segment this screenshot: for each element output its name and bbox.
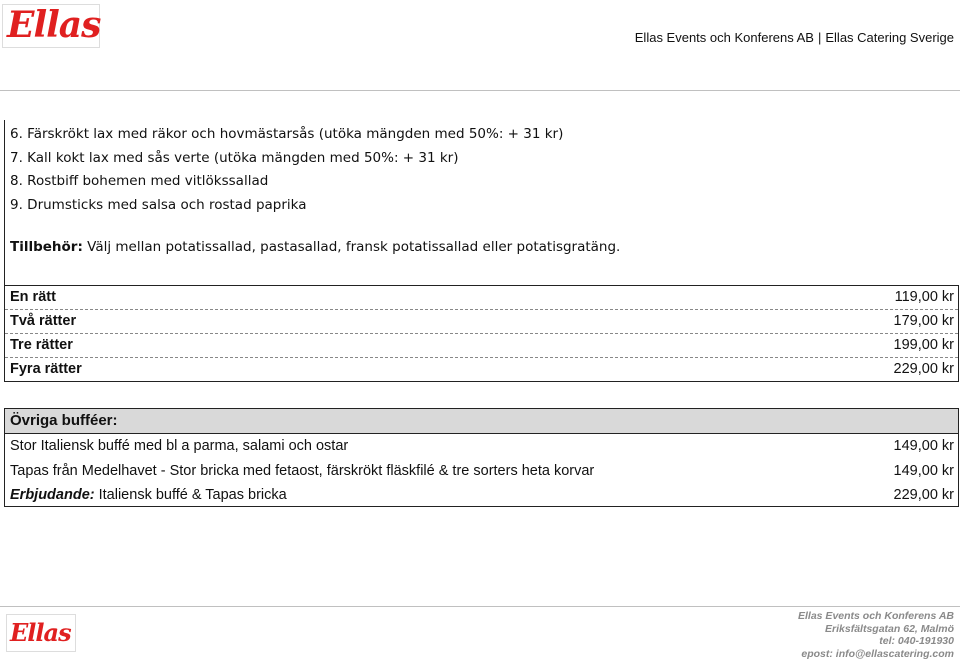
header-company-names <box>635 30 954 45</box>
row-name: Fyra rätter <box>10 361 82 377</box>
accessories-text: Välj mellan potatissallad, pastasallad, fransk potatissallad eller potatisgratäng. <box>82 239 621 255</box>
company-name-catering: Ellas Catering Sverige <box>825 30 954 45</box>
other-buffets-table <box>4 408 959 507</box>
ellas-footer-logo <box>6 614 76 652</box>
table-row <box>5 459 958 484</box>
offer-row <box>5 483 958 508</box>
row-name: Tre rätter <box>10 337 73 353</box>
footer-email: epost: info@ellascatering.com <box>801 647 954 660</box>
row-price: 149,00 kr <box>893 438 954 454</box>
row-name: Två rätter <box>10 313 77 329</box>
header-separator: | <box>817 30 822 45</box>
page-header <box>0 0 960 92</box>
row-price: 149,00 kr <box>893 462 954 479</box>
footer-address: Eriksfältsgatan 62, Malmö <box>825 622 954 635</box>
table-row <box>5 358 958 382</box>
offer-price: 229,00 kr <box>893 487 954 503</box>
menu-item: 8. Rostbiff bohemen med vitlökssallad <box>10 173 269 189</box>
price-table <box>4 285 959 382</box>
table-row <box>5 434 958 459</box>
footer-phone: tel: 040-191930 <box>879 635 954 647</box>
row-price: 229,00 kr <box>893 361 954 377</box>
footer-divider <box>0 606 960 607</box>
accessories-label: Tillbehör: <box>10 239 83 255</box>
offer-name <box>10 487 287 503</box>
row-price: 199,00 kr <box>893 337 954 353</box>
logo-text: Ellas <box>7 4 101 46</box>
row-name: Stor Italiensk buffé med bl a parma, salami och ostar <box>10 438 349 454</box>
accessories-note <box>10 239 620 255</box>
footer-logo-text: Ellas <box>10 618 71 647</box>
menu-item: 6. Färskrökt lax med räkor och hovmästarsås (utöka mängden med 50%: + 31 kr) <box>10 126 564 142</box>
offer-label: Erbjudande: <box>10 487 95 503</box>
row-name: Tapas från Medelhavet - Stor bricka med fetaost, färskrökt fläskfilé & tre sorters heta korvar <box>10 462 595 479</box>
company-name-events: Ellas Events och Konferens AB <box>634 30 814 45</box>
other-buffets-heading: Övriga bufféer: <box>10 412 118 429</box>
footer-company: Ellas Events och Konferens AB <box>798 610 954 622</box>
offer-text: Italiensk buffé & Tapas bricka <box>94 487 287 503</box>
ellas-logo <box>2 4 100 48</box>
table-row <box>5 310 958 334</box>
table-row <box>5 286 958 310</box>
menu-list <box>10 123 563 217</box>
menu-item: 7. Kall kokt lax med sås verte (utöka mängden med 50%: + 31 kr) <box>10 149 459 166</box>
row-price: 179,00 kr <box>893 313 954 329</box>
header-divider <box>0 90 960 91</box>
row-name: En rätt <box>10 289 56 305</box>
footer-contact <box>798 610 954 660</box>
menu-item: 9. Drumsticks med salsa och rostad paprika <box>10 196 307 213</box>
table-row <box>5 334 958 358</box>
menu-content <box>4 120 960 285</box>
table-heading <box>5 409 958 434</box>
row-price: 119,00 kr <box>894 289 954 305</box>
